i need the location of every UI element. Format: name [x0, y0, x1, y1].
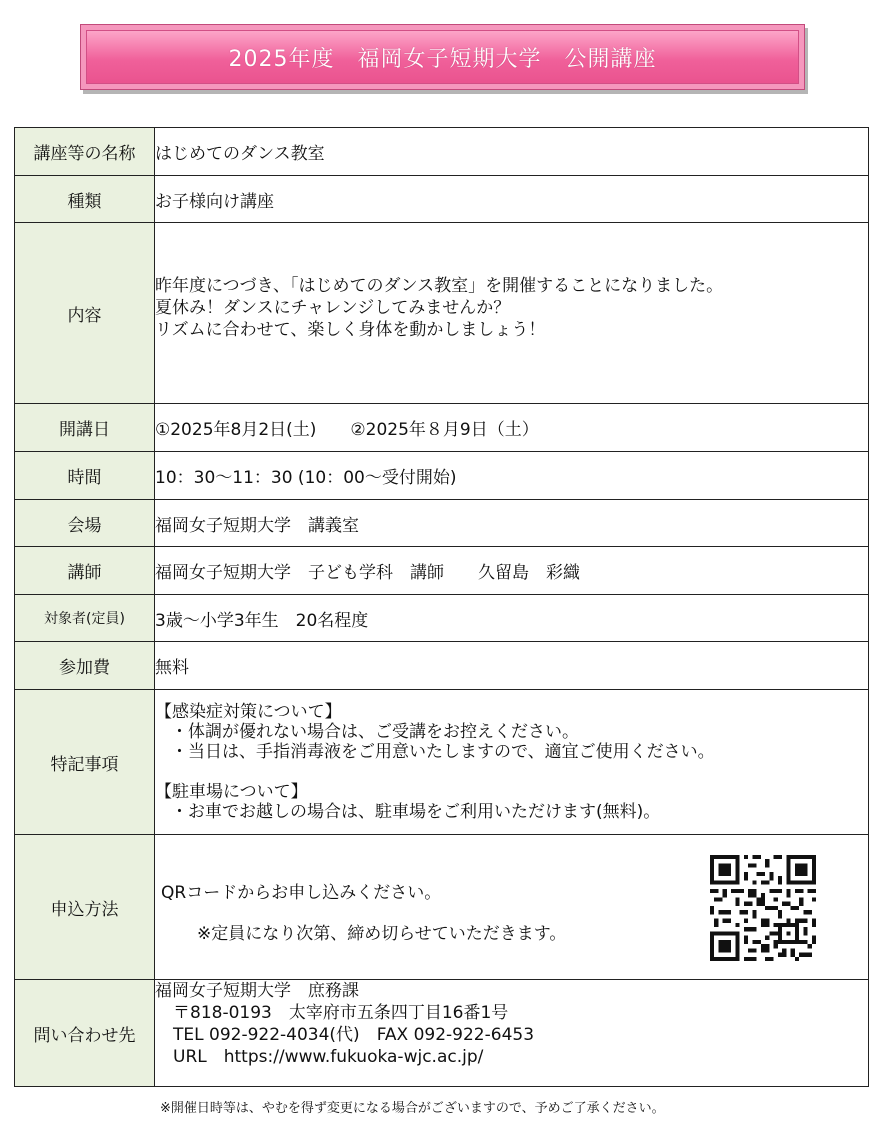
label-apply: 申込方法 [15, 835, 155, 980]
row-contact [15, 980, 869, 1087]
value-fee: 無料 [155, 642, 869, 690]
value-apply [155, 835, 869, 980]
row-target [15, 595, 869, 642]
info-table [14, 127, 869, 1087]
label-lecturer: 講師 [15, 547, 155, 595]
label-contact: 問い合わせ先 [15, 980, 155, 1087]
label-date: 開講日 [15, 404, 155, 452]
value-name: はじめてのダンス教室 [155, 128, 869, 176]
parking-heading: 【駐車場について】 [155, 782, 308, 802]
list-item: ・体調が優れない場合は、ご受講をお控えください。 [171, 722, 579, 742]
value-notes [155, 690, 869, 835]
value-content [155, 223, 869, 404]
infection-heading: 【感染症対策について】 [155, 702, 342, 722]
value-target: 3歳～小学3年生 20名程度 [155, 595, 869, 642]
label-time: 時間 [15, 452, 155, 500]
contact-address: 〒818-0193 太宰府市五条四丁目16番1号 [173, 1003, 509, 1023]
label-notes: 特記事項 [15, 690, 155, 835]
label-fee: 参加費 [15, 642, 155, 690]
contact-org: 福岡女子短期大学 庶務課 [155, 981, 359, 1001]
list-item: ・当日は、手指消毒液をご用意いたしますので、適宜ご使用ください。 [171, 742, 715, 762]
row-notes [15, 690, 869, 835]
value-date: ①2025年8月2日(土) ②2025年８月9日（土） [155, 404, 869, 452]
list-item: ・お車でお越しの場合は、駐車場をご利用いただけます(無料)。 [171, 802, 661, 822]
row-content [15, 223, 869, 404]
title-banner [80, 24, 805, 90]
content-line: リズムに合わせて、楽しく身体を動かしましょう！ [155, 320, 546, 340]
label-name: 講座等の名称 [15, 128, 155, 176]
row-type [15, 176, 869, 223]
label-target: 対象者(定員) [15, 595, 155, 642]
qr-code-icon[interactable] [710, 855, 816, 961]
value-time: 10：30～11：30 (10：00～受付開始) [155, 452, 869, 500]
row-date [15, 404, 869, 452]
row-fee [15, 642, 869, 690]
apply-deadline-note: ※定員になり次第、締め切らせていただきます。 [197, 923, 567, 944]
contact-url[interactable]: URL https://www.fukuoka-wjc.ac.jp/ [173, 1047, 484, 1067]
label-venue: 会場 [15, 500, 155, 547]
value-venue: 福岡女子短期大学 講義室 [155, 500, 869, 547]
row-name [15, 128, 869, 176]
value-lecturer: 福岡女子短期大学 子ども学科 講師 久留島 彩織 [155, 547, 869, 595]
apply-instruction: QRコードからお申し込みください。 [161, 882, 442, 903]
label-content: 内容 [15, 223, 155, 404]
contact-phone: TEL 092-922-4034(代) FAX 092-922-6453 [173, 1025, 535, 1045]
row-apply [15, 835, 869, 980]
row-lecturer [15, 547, 869, 595]
row-time [15, 452, 869, 500]
content-line: 昨年度につづき、「はじめてのダンス教室」を開催することになりました。 [155, 276, 724, 296]
content-line: 夏休み！ダンスにチャレンジしてみませんか？ [155, 298, 511, 318]
value-type: お子様向け講座 [155, 176, 869, 223]
label-type: 種類 [15, 176, 155, 223]
footer-note: ※開催日時等は、やむを得ず変更になる場合がございますので、予めご了承ください。 [160, 1101, 665, 1116]
row-venue [15, 500, 869, 547]
banner-title: 2025年度 福岡女子短期大学 公開講座 [228, 46, 657, 72]
value-contact [155, 980, 869, 1087]
